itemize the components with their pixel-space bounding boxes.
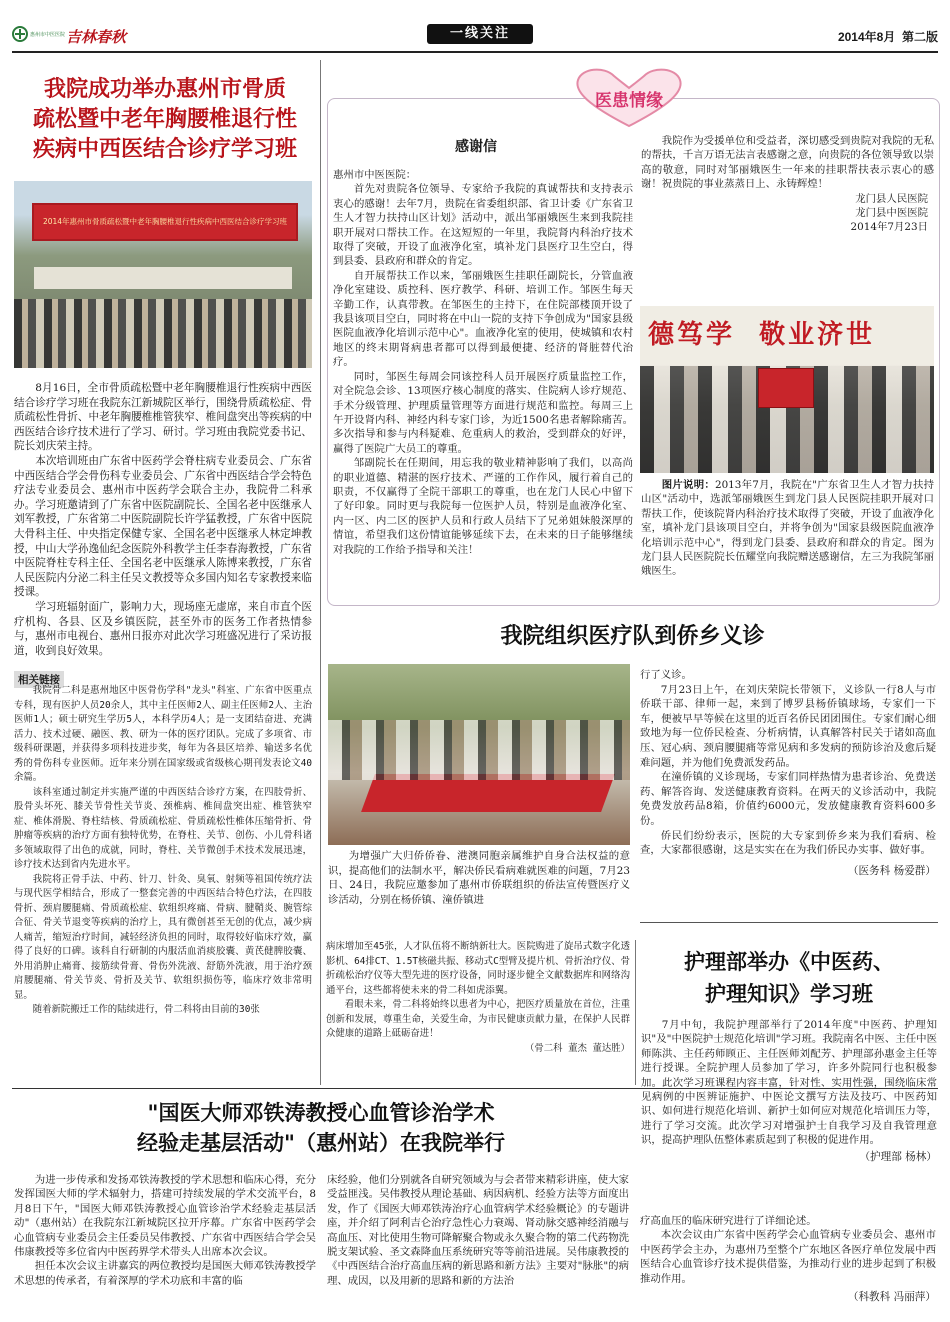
article5-title-line: 经验走基层活动"（惠州站）在我院举行 [137, 1130, 505, 1155]
article3-body [640, 668, 936, 878]
photo-caption: 为增强广大归侨侨眷、港澳同胞亲属维护自身合法权益的意识，提高他们的法制水平，解决侨民看病难就医难的问题，7月23日、24日，我院应邀参加了惠州市侨联组织的侨法宣传暨医疗义诊活动，分别在杨侨镇、潼侨镇进 [328, 850, 630, 906]
article4-title-line: 护理知识》学习班 [705, 981, 873, 1006]
letter-photo-caption [641, 478, 934, 579]
paragraph: 首先对贵院各位领导、专家给予我院的真诚帮扶和支持表示衷心的感谢！去年7月，贵院在省委组织部、省卫计委《广东省卫生人才智力扶持山区计划》活动中，派出邹丽娥医生来到我院挂职开展对口帮扶工作。在这短短的一年里，我院肾内科治疗技术取得了突破，开设了血液净化室，填补龙门县医疗卫生空白，得到县委、县政府和群众的肯定。 [333, 183, 633, 268]
paragraph: 我院骨二科是惠州地区中医骨伤学科"龙头"科室、广东省中医重点专科，现有医护人员20余人，其中主任医师2人、副主任医师2人、主治医师1人；硕士研究生学历5人，本科学历4人；是一支团结奋进、充满活力、技术过硬、融医、教、研为一体的医疗团队。完成了多项省、市级科研课题，并获得多项科技进步奖，每年为各县区培养、输送多名优秀的骨伤科专业医师。近年来分别在国家级或省级核心期刊发表论文40余篇。 [14, 685, 312, 783]
article1-photo [14, 181, 312, 368]
paragraph: 本次会议由广东省中医药学会心血管病专业委员会、惠州市中医药学会主办，为惠州乃至整个广东地区各医疗单位发展中西医结合心血管诊疗技术提供借鉴，为推动行业的进步起到了积极推动作用。 [640, 1229, 936, 1285]
paragraph: 疗高血压的临床研究进行了详细论述。 [640, 1215, 817, 1227]
paragraph: 自开展帮扶工作以来，邹丽娥医生挂职任副院长，分管血液净化室建设、质控科、医疗教学、科研、培训工作。邹医生每天辛勤工作，认真带教。在邹医生的主持下，在住院部楼顶开设了我县该项目空白，同时将在中山一院的支持下争创成为"国家县级医院血液净化培训示范中心"。血液净化室的使用，使城镇和农村地区的终末期肾病患者都可以得到最便捷、经济的肾脏替代治疗。 [333, 269, 633, 369]
article1-title-line: 疾病中西医结合诊疗学习班 [32, 136, 297, 162]
article3-title: 我院组织医疗队到侨乡义诊 [500, 623, 765, 649]
article4-signature: （护理部 杨林） [859, 1150, 937, 1163]
section-label [427, 24, 533, 44]
article3-photo [328, 664, 630, 845]
letter-body-right [641, 134, 934, 235]
photo-banner-text: 2014年惠州市骨质疏松暨中老年胸腰椎退行性疾病中西医结合诊疗学习班 [42, 217, 288, 226]
letter-photo [640, 306, 934, 473]
article5-title-line: "国医大师邓铁涛教授心血管诊治学术 [147, 1100, 495, 1125]
paragraph: 行了义诊。 [640, 669, 692, 681]
caption-paragraph [641, 478, 934, 579]
column-divider-lower [635, 940, 636, 1085]
letter-salutation: 惠州市中医医院： [333, 169, 417, 181]
caption-text: 2013年7月，我院在"广东省卫生人才智力扶持山区"活动中，选派邹丽娥医生到龙门县人民医院挂职开展对口帮扶工作，使该院肾内科治疗技术取得了突破，开设了血液净化室，填补龙门县该项目空白，并将争创为"国家县级医院血液净化培训示范中心"，得到龙门县委、县政府和群众的肯定。图为龙门县人民医院院长伍耀堂向我院赠送感谢信，左三为我院邹丽娥医生。 [641, 479, 934, 578]
article5-col1 [14, 1173, 316, 1288]
caption-label: 图片说明： [661, 479, 715, 491]
paragraph: 8月16日，全市骨质疏松暨中老年胸腰椎退行性疾病中西医结合诊疗学习班在我院东江新城院区举行，围绕骨质疏松症、骨质疏松性骨折、中老年胸腰椎椎管狭窄、椎间盘突出等疾病的中西医结合诊疗技术进行了学习、研讨。学习班由我院党委书记、院长刘庆荣主持。 [14, 382, 312, 453]
paragraph: 担任本次会议主讲嘉宾的两位教授均是国医大师邓铁涛教授学术思想的传承者，有着深厚的学术功底和丰富的临 [14, 1260, 316, 1287]
letter-signature-org1: 龙门县人民医院 [855, 192, 928, 205]
paragraph: 我院作为受援单位和受益者，深切感受到贵院对我院的无私的帮扶，千言万语无法言表感谢之意，向贵院的各位领导致以崇高的敬意，同时对邹丽娥医生一年来的挂职帮扶表示衷心的感谢！祝贵院的事业蒸蒸日上、永铸辉煌！ [641, 135, 934, 191]
paragraph: 我院将正骨手法、中药、针刀、针灸、臭氧、射频等祖国传统疗法与现代医学相结合，形成了一整套完善的中西医结合特色疗法，在四肢骨折、颈肩腰腿痛、骨质疏松症、软组织疼痛、骨病、腱鞘炎、腕管综合征、骨关节退变等疾病的治疗上，具有微创甚至无创的优点，减少病人痛苦，缩短治疗时间，减轻经济负担的同时，取得较好临床疗效，赢得了良好的口碑。该科自行研制的内服活血消痰胶囊、黄芪健脾胶囊、外用消肿止痛膏、接筋续骨膏、骨伤外洗液、舒筋外洗液，用于治疗颈肩腰腿痛、骨关节炎、骨折及关节、软组织损伤等，临床疗效非常明显。 [14, 873, 312, 1001]
paragraph: 7月中旬，我院护理部举行了2014年度"中医药、护理知识"及"中医院护士规范化培训"学习班。我院南名中医、主任中医师陈洪、主任药师顾正、主任医师刘配芳、护理部孙惠金主任等进行授课。全院护理人员参加了学习，许多外院同行也积极参加。此次学习班课程内容丰富，针对性、实用性强，围绕临床常见病例的中医辨证施护、中医论文撰写方法及技巧、中医药知识、如何进行规范化培训、新护士如何应对规范化培训压力等，进行了学习交流。此次学习对增强护士自我学习及自我管理意识，提高护理队伍整体素质起到了积极的促进作用。 [641, 1019, 937, 1147]
paragraph: 随着新院搬迁工作的陆续进行，骨二科将由目前的30张 [32, 1004, 260, 1015]
paragraph: 邹副院长在任期间，用忘我的敬业精神影响了我们，以高尚的职业道德、精湛的医疗技术、严谨的工作作风，履行着自己的职责，不仅赢得了全院干部职工的尊重，也在龙门人民心中留下了好印象。同时更与我院每一位医护人员，特别是血液净化室、内一区、内二区的医护人员和行政人员结下了兄弟姐妹般深厚的情谊，希望我们这份情谊能够延续下去，在未来的日子能够继续对我院的工作给予指导和关注！ [333, 457, 633, 556]
article1-signature: （骨二科 董杰 董达胜） [524, 1042, 630, 1054]
hospital-logo-icon [12, 26, 28, 42]
paragraph: 床经验，他们分别就各自研究领域为与会者带来精彩讲座，使大家受益匪浅。吴伟教授从理论基础、病因病机、经验方法等方面度出发，作了《国医大师邓铁涛治疗心血管病学术经验概论》的专题讲座，并介绍了阿利吉仑治疗急性心力衰竭、肾动脉交感神经消融与高血压、对比使用生物可降解聚合物或永久聚合物的第二代药物洗脱支架试验、圣文森降血压系统研究等等前沿进展。吴伟康教授的《中西医结合治疗高血压病的新思路和新方法》主要对"脉胀"的病理、成因，以及用新的思路和新的方法治 [327, 1174, 629, 1287]
paragraph: 病床增加至45张，人才队伍将不断纳新壮大。医院购进了旋吊式数字化透影机、64排CT、1.5T核磁共振、移动式C型臂及提片机、骨折治疗仪、骨折疏松治疗仪等大型先进的医疗设备，同时逐步健全文献数据库和网络沟通平台，这些都将使未来的骨二科如虎添翼。 [326, 941, 630, 996]
article5-col3 [640, 1214, 936, 1304]
masthead [12, 24, 152, 46]
article4-body [641, 1018, 937, 1164]
article1-title-line: 我院成功举办惠州市骨质 [43, 76, 286, 102]
article1-body [14, 381, 312, 658]
article1-related [14, 684, 312, 1018]
paragraph: 本次培训班由广东省中医药学会脊柱病专业委员会、广东省中西医结合学会骨伤科专业委员会、广东省中西医结合学会特色疗法专业委员会、惠州市中医药学会联合主办，我院骨二科承办。学习班邀请到了广东省中医院副院长、全国名老中医继承人刘军教授，广东省第二中医院副院长许学猛教授，广东省中医院大骨科主任、中央指定保健专家、全国名老中医继承人林定坤教授，中山大学孙逸仙纪念医院外科教学主任李春海教授，广东省中医院脊柱专科主任、全国名老中医继承人陈博来教授，广东省人民医院内分泌二科主任吴文教授等众多国内知名专家教授来临授课。 [14, 454, 312, 599]
letter-title: 感谢信 [455, 139, 497, 155]
logo-caption: 惠州市中医医院 [30, 32, 66, 38]
article5-signature: （科教科 冯丽萍） [847, 1291, 936, 1304]
crowd [328, 720, 630, 780]
issue-date: 2014年8月 第二版 [837, 30, 938, 44]
column-divider [320, 60, 321, 1085]
photo-calligraphy: 德笃学 敬业济世 [648, 320, 876, 350]
paragraph: 在潼侨镇的义诊现场，专家们同样热情为患者诊治、免费送药、解答咨询、发送健康教育资料。在两天的义诊活动中，我院免费发放药品8箱，价值约6000元，发放健康教育资料600多份。 [640, 771, 936, 827]
letter-signature-date: 2014年7月23日 [850, 221, 928, 234]
article3-signature: （医务科 杨爱群） [847, 864, 936, 877]
article5-title [12, 1098, 630, 1158]
paragraph: 7月23日上午，在刘庆荣院长带领下，义诊队一行8人与市侨联干部、律师一起，来到了博罗县杨侨镇球场，专家们一下车，便被早早等候在这里的近百名侨民团团围住。专家们耐心细致地为每一位侨民检查、分析病情，认真解答村民关于诸如高血压、冠心病、颈肩腰腿痛等常见病和多发病的预防诊治及愈后疑难问题，并为他们免费派发药品。 [640, 683, 936, 769]
paragraph: 看眼未来，骨二科将始终以患者为中心，把医疗质量放在首位，注重创新和发展，尊重生命，关爱生命，为市民健康贡献力量，在保护人民群众健康的道路上砥砺奋进！ [326, 999, 630, 1039]
paragraph: 同时，邹医生每周会同该控科人员开展医疗质量监控工作，对全院急会诊、13项医疗核心制度的落实、住院病人诊疗规范、手术分级管理、护理质量管理等方面进行规范和监控。每周三上午开设肾内科、神经内科专家门诊，为近1500名患者解除痛苦。多次指导和参与内科疑难、危重病人的救治，受到群众的好评，赢得了医院广大员工的尊重。 [333, 370, 633, 455]
section-label-text: 一线关注 [449, 26, 510, 41]
article1-title-line: 疏松暨中老年胸腰椎退行性 [32, 106, 297, 132]
photo-banner [32, 203, 298, 241]
section-badge-text: 医患情缘 [595, 91, 663, 111]
article4-title [642, 946, 936, 1010]
related-link-label-text: 相关链接 [14, 671, 64, 688]
section-badge [570, 66, 688, 128]
letter-body [333, 168, 633, 557]
paragraph: 学习班辐射面广，影响力大，现场座无虚席，来自市直个医疗机构、各县、区及乡镇医院，甚至外市的医务工作者热情参与，惠州市电视台、惠州日报亦对此次学习班盛况进行了采访报道，收到良好效果。 [14, 600, 312, 657]
article3-bottom-rule [640, 922, 938, 923]
article3-photo-caption [328, 849, 630, 907]
paragraph: 侨民们纷纷表示，医院的大专家到侨乡来为我们看病、检查，大家都很感谢，这是实实在在为我们侨民办实事、做好事。 [640, 829, 936, 857]
article4-title-line: 护理部举办《中医药、 [684, 949, 894, 974]
article5-col2 [327, 1173, 629, 1288]
masthead-title: 吉林春秋 [66, 28, 127, 46]
certificate [758, 368, 814, 408]
paragraph: 该科室通过制定并实施严谨的中西医结合诊疗方案，在四肢骨折、股骨头坏死、膝关节骨性关节炎、颈椎病、椎间盘突出症、椎管狭窄症、椎体滑脱、脊柱结核、骨质疏松症、骨质疏松性椎体压缩骨折、骨肿瘤等疾病的治疗方面有独特优势，在脊柱、关节、创伤、小儿骨科诸多领域取得了出色的成就，同时，脊柱、关节微创手术技术发展迅速，诊疗技术达到省内先进水平。 [14, 786, 312, 870]
audience [14, 299, 312, 368]
article1-title [12, 74, 318, 164]
letter-signature-org2: 龙门县中医医院 [855, 207, 928, 220]
article1-continuation [326, 940, 630, 1056]
paragraph: 为进一步传承和发扬邓铁涛教授的学术思想和临床心得，充分发挥国医大师的学术辐射力，搭建可持续发展的学术交流平台，8月8日下午，"国医大师邓铁涛教授心血管诊治学术经验走基层活动"（惠州站）在我院东江新城院区拉开序幕。广东省中医药学会心血管病专业委员会主任委员吴伟教授、广东省中西医结合学会吴伟康教授等多位省内中医药界学术带头人出席本次会议。 [14, 1174, 316, 1259]
header-rule [12, 51, 938, 53]
podium-table [34, 267, 292, 289]
